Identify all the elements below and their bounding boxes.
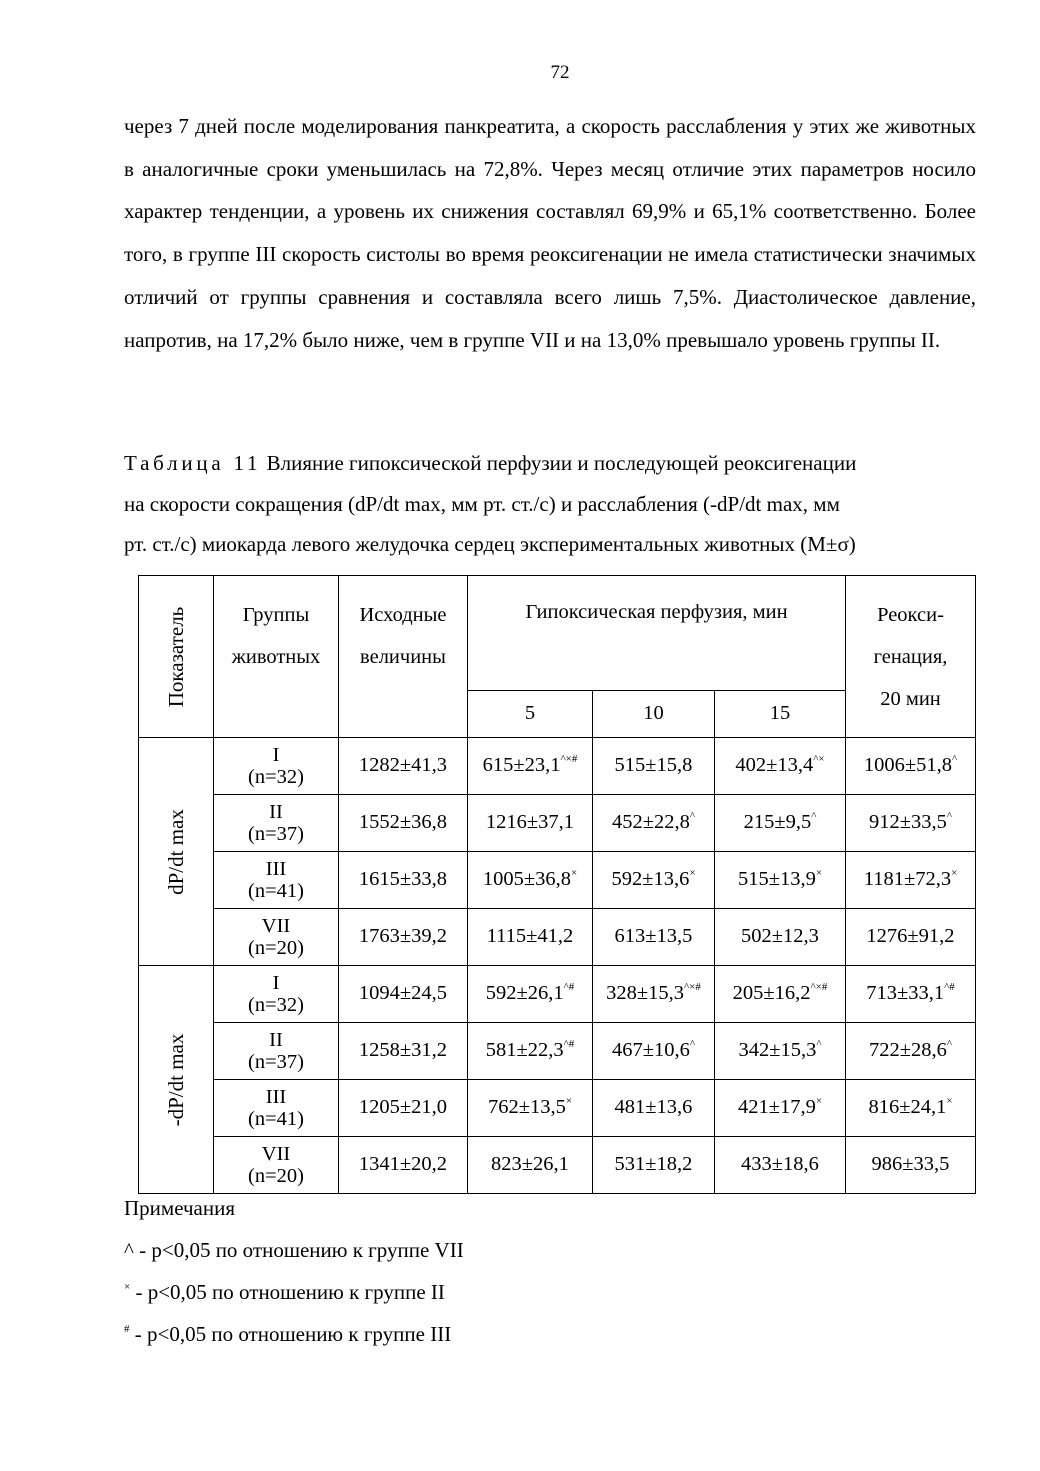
table-row	[139, 1137, 976, 1194]
table-caption	[124, 443, 994, 565]
table-row	[139, 1023, 976, 1080]
table-row	[139, 852, 976, 909]
table-row	[139, 738, 976, 795]
notes	[124, 1192, 924, 1360]
value-cell-t15: 205±16,2^×#	[715, 966, 846, 1023]
value-cell-reox: 1181±72,3×	[846, 852, 976, 909]
value-cell-t15: 342±15,3^	[715, 1023, 846, 1080]
value-cell-reox: 1006±51,8^	[846, 738, 976, 795]
value-cell-baseline: 1094±24,5	[339, 966, 468, 1023]
table-row	[139, 795, 976, 852]
group-cell: VII (n=20)	[214, 909, 339, 966]
value-cell-t10: 515±15,8	[593, 738, 715, 795]
value-cell-t5: 762±13,5×	[468, 1080, 593, 1137]
value-cell-t10: 328±15,3^×#	[593, 966, 715, 1023]
table-row	[139, 966, 976, 1023]
value-cell-baseline: 1205±21,0	[339, 1080, 468, 1137]
value-cell-t5: 1005±36,8×	[468, 852, 593, 909]
body-paragraph	[124, 105, 976, 361]
header-15min: 15	[715, 691, 846, 738]
value-cell-t5: 1216±37,1	[468, 795, 593, 852]
value-cell-t10: 613±13,5	[593, 909, 715, 966]
header-groups: Группы животных	[214, 576, 339, 738]
indicator-cell: -dP/dt max	[139, 966, 214, 1194]
value-cell-t5: 1115±41,2	[468, 909, 593, 966]
group-cell: I (n=32)	[214, 966, 339, 1023]
caption-label: Таблица 11	[124, 451, 262, 475]
group-cell: VII (n=20)	[214, 1137, 339, 1194]
value-cell-t15: 433±18,6	[715, 1137, 846, 1194]
value-cell-reox: 986±33,5	[846, 1137, 976, 1194]
value-cell-reox: 722±28,6^	[846, 1023, 976, 1080]
value-cell-t5: 823±26,1	[468, 1137, 593, 1194]
group-cell: III (n=41)	[214, 852, 339, 909]
value-cell-reox: 713±33,1^#	[846, 966, 976, 1023]
caption-line-2: на скорости сокращения (dP/dt max, мм рт. ст./с) и расслабления (-dP/dt max, мм	[124, 491, 840, 516]
value-cell-reox: 912±33,5^	[846, 795, 976, 852]
value-cell-reox: 1276±91,2	[846, 909, 976, 966]
value-cell-t10: 481±13,6	[593, 1080, 715, 1137]
value-cell-t10: 452±22,8^	[593, 795, 715, 852]
caption-line-1	[124, 443, 994, 484]
table-row	[139, 909, 976, 966]
caption-title: Влияние гипоксической перфузии и последующей реоксигенации	[261, 451, 857, 475]
value-cell-t15: 502±12,3	[715, 909, 846, 966]
value-cell-baseline: 1552±36,8	[339, 795, 468, 852]
value-cell-t10: 592±13,6×	[593, 852, 715, 909]
value-cell-t15: 215±9,5^	[715, 795, 846, 852]
value-cell-t15: 515±13,9×	[715, 852, 846, 909]
value-cell-baseline: 1615±33,8	[339, 852, 468, 909]
header-reoxygenation: Реокси- генация, 20 мин	[846, 576, 976, 738]
value-cell-t5: 615±23,1^×#	[468, 738, 593, 795]
value-cell-baseline: 1341±20,2	[339, 1137, 468, 1194]
value-cell-t5: 581±22,3^#	[468, 1023, 593, 1080]
header-hypoxic: Гипоксическая перфузия, мин	[468, 576, 846, 691]
group-cell: II (n=37)	[214, 795, 339, 852]
caption-line-3: рт. ст./с) миокарда левого желудочка сердец экспериментальных животных (M±σ)	[124, 532, 856, 556]
group-cell: II (n=37)	[214, 1023, 339, 1080]
data-table	[138, 575, 976, 1194]
indicator-cell: dP/dt max	[139, 738, 214, 966]
header-baseline: Исходные величины	[339, 576, 468, 738]
note-item: # - p<0,05 по отношению к группе III	[124, 1322, 452, 1346]
value-cell-baseline: 1282±41,3	[339, 738, 468, 795]
group-cell: III (n=41)	[214, 1080, 339, 1137]
notes-title: Примечания	[124, 1196, 236, 1220]
note-item: × - p<0,05 по отношению к группе II	[124, 1280, 445, 1304]
page-number: 72	[550, 62, 570, 83]
value-cell-t15: 421±17,9×	[715, 1080, 846, 1137]
value-cell-t15: 402±13,4^×	[715, 738, 846, 795]
value-cell-baseline: 1258±31,2	[339, 1023, 468, 1080]
paragraph-text: через 7 дней после моделирования панкреатита, а скорость расслабления у этих же животных в аналогичные сроки уменьшилась на 72,8%. Через месяц отличие этих параметров носило характер тенденции, а уровень их снижения составлял 69,9% и 65,1% соответственно. Более того, в группе III скорость систолы во время реоксигенации не имела статистически значимых отличий от группы сравнения и составляла всего лишь 7,5%. Диастолическое давление, напротив, на 17,2% было ниже, чем в группе VII и на 13,0% превышало уровень группы II.	[124, 114, 976, 352]
header-indicator: Показатель	[139, 576, 214, 738]
value-cell-t10: 467±10,6^	[593, 1023, 715, 1080]
value-cell-reox: 816±24,1×	[846, 1080, 976, 1137]
value-cell-t10: 531±18,2	[593, 1137, 715, 1194]
table-row	[139, 1080, 976, 1137]
header-5min: 5	[468, 691, 593, 738]
value-cell-baseline: 1763±39,2	[339, 909, 468, 966]
note-item: ^ - p<0,05 по отношению к группе VII	[124, 1238, 464, 1262]
header-10min: 10	[593, 691, 715, 738]
value-cell-t5: 592±26,1^#	[468, 966, 593, 1023]
group-cell: I (n=32)	[214, 738, 339, 795]
